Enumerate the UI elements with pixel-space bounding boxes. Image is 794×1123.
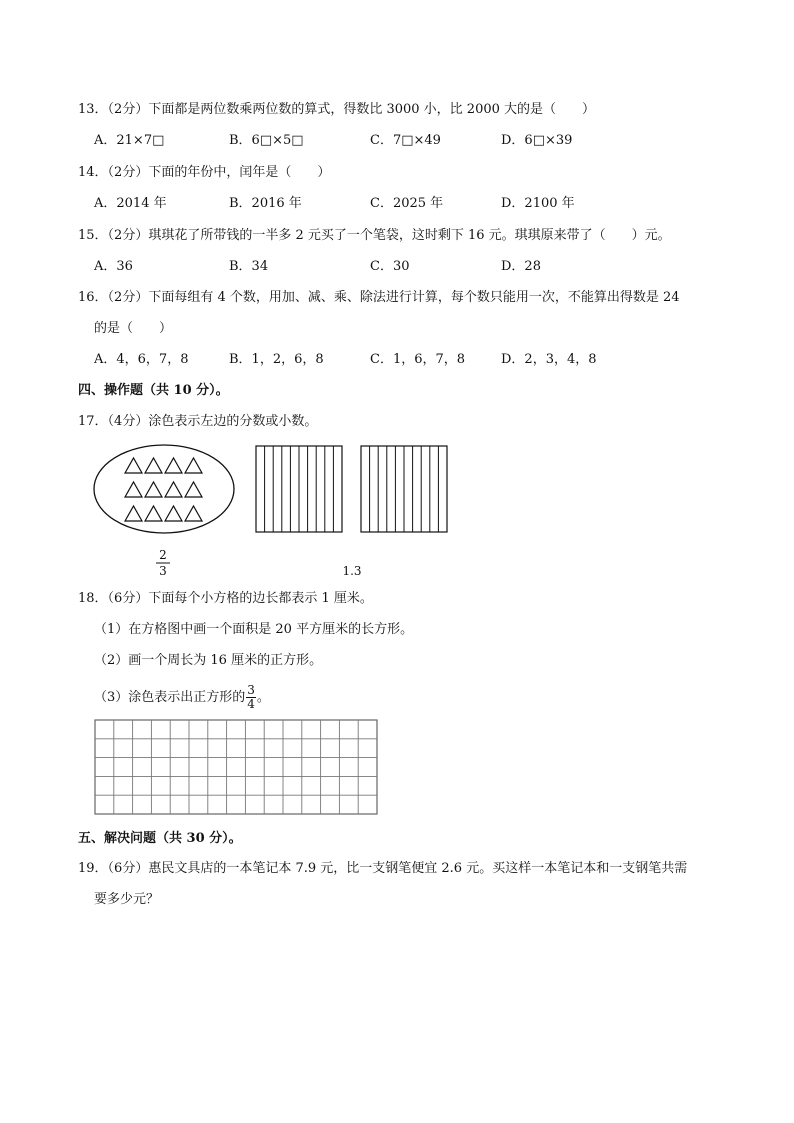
q17-triangle[interactable] (145, 482, 162, 497)
grid-border (95, 720, 377, 814)
q17-triangle[interactable] (125, 482, 142, 497)
q17-fraction-denominator: 3 (159, 564, 167, 578)
q16-option-c: C．1，6，7，8 (370, 352, 466, 367)
section-4-title: 四、操作题（共 10 分）。 (78, 383, 229, 398)
q16-option-a: A．4，6，7，8 (94, 352, 189, 367)
q18-part1: （1）在方格图中画一个面积是 20 平方厘米的长方形。 (94, 622, 414, 637)
q19-line2: 要多少元？ (94, 892, 160, 907)
q18-fraction-numerator: 3 (247, 683, 255, 697)
q13-stem: 13．（2分）下面都是两位数乘两位数的算式，得数比 3000 小，比 2000 大的是（ ） (78, 102, 596, 117)
q18-part3-fraction (246, 684, 256, 711)
q17-triangle[interactable] (165, 506, 182, 521)
q17-ellipse (94, 445, 234, 533)
q15-option-d: D．28 (501, 259, 541, 274)
q14-option-c: C．2025 年 (370, 196, 444, 211)
q17-square-1[interactable] (256, 446, 342, 532)
q13-option-d: D．6□×39 (501, 133, 573, 148)
q17-stem: 17．（4分）涂色表示左边的分数或小数。 (78, 414, 318, 429)
q18-part3-suffix: 。 (256, 690, 270, 705)
q18-stem: 18．（6分）下面每个小方格的边长都表示 1 厘米。 (78, 591, 373, 606)
q17-fraction-numerator: 2 (159, 548, 167, 562)
q14-option-d: D．2100 年 (501, 196, 575, 211)
q15-stem: 15．（2分）琪琪花了所带钱的一半多 2 元买了一个笔袋，这时剩下 16 元。琪琪原来带了（ ）元。 (78, 228, 671, 243)
q13-option-c: C．7□×49 (370, 133, 441, 148)
q13-option-a: A．21×7□ (94, 133, 165, 148)
q15-option-b: B．34 (229, 259, 269, 274)
q17-triangles (125, 458, 202, 521)
q17-decimal: 1.3 (342, 564, 362, 578)
q18-square-grid[interactable] (94, 719, 378, 821)
q17-triangle[interactable] (145, 506, 162, 521)
q16-option-d: D．2，3，4，8 (501, 352, 597, 367)
q15-option-a: A．36 (94, 259, 133, 274)
q19-line1: 19．（6分）惠民文具店的一本笔记本 7.9 元，比一支钢笔便宜 2.6 元。买这样一本笔记本和一支钢笔共需 (78, 861, 688, 876)
q17-triangle[interactable] (125, 458, 142, 473)
q18-fraction-denominator: 4 (247, 697, 255, 711)
q17-triangle[interactable] (125, 506, 142, 521)
q16-stem-line2: 的是（ ） (94, 321, 173, 336)
q13-option-b: B．6□×5□ (229, 133, 304, 148)
q15-option-c: C．30 (370, 259, 410, 274)
q14-stem: 14．（2分）下面的年份中，闰年是（ ） (78, 165, 331, 180)
q17-triangle[interactable] (185, 482, 202, 497)
q17-figure (88, 444, 458, 580)
q17-triangle[interactable] (165, 482, 182, 497)
q17-square-2[interactable] (361, 446, 447, 532)
q17-triangle[interactable] (185, 506, 202, 521)
q14-option-a: A．2014 年 (94, 196, 167, 211)
q16-option-b: B．1，2，6，8 (229, 352, 324, 367)
q14-option-b: B．2016 年 (229, 196, 302, 211)
q18-part3-prefix: （3）涂色表示出正方形的 (94, 690, 246, 705)
section-5-title: 五、解决问题（共 30 分）。 (78, 831, 242, 846)
q17-triangle[interactable] (185, 458, 202, 473)
q16-stem-line1: 16．（2分）下面每组有 4 个数，用加、减、乘、除法进行计算，每个数只能用一次，不能算出得数是 24 (78, 290, 680, 305)
q18-part2: （2）画一个周长为 16 厘米的正方形。 (94, 653, 323, 668)
q18-part3 (94, 684, 270, 711)
q17-triangle[interactable] (165, 458, 182, 473)
q17-triangle[interactable] (145, 458, 162, 473)
